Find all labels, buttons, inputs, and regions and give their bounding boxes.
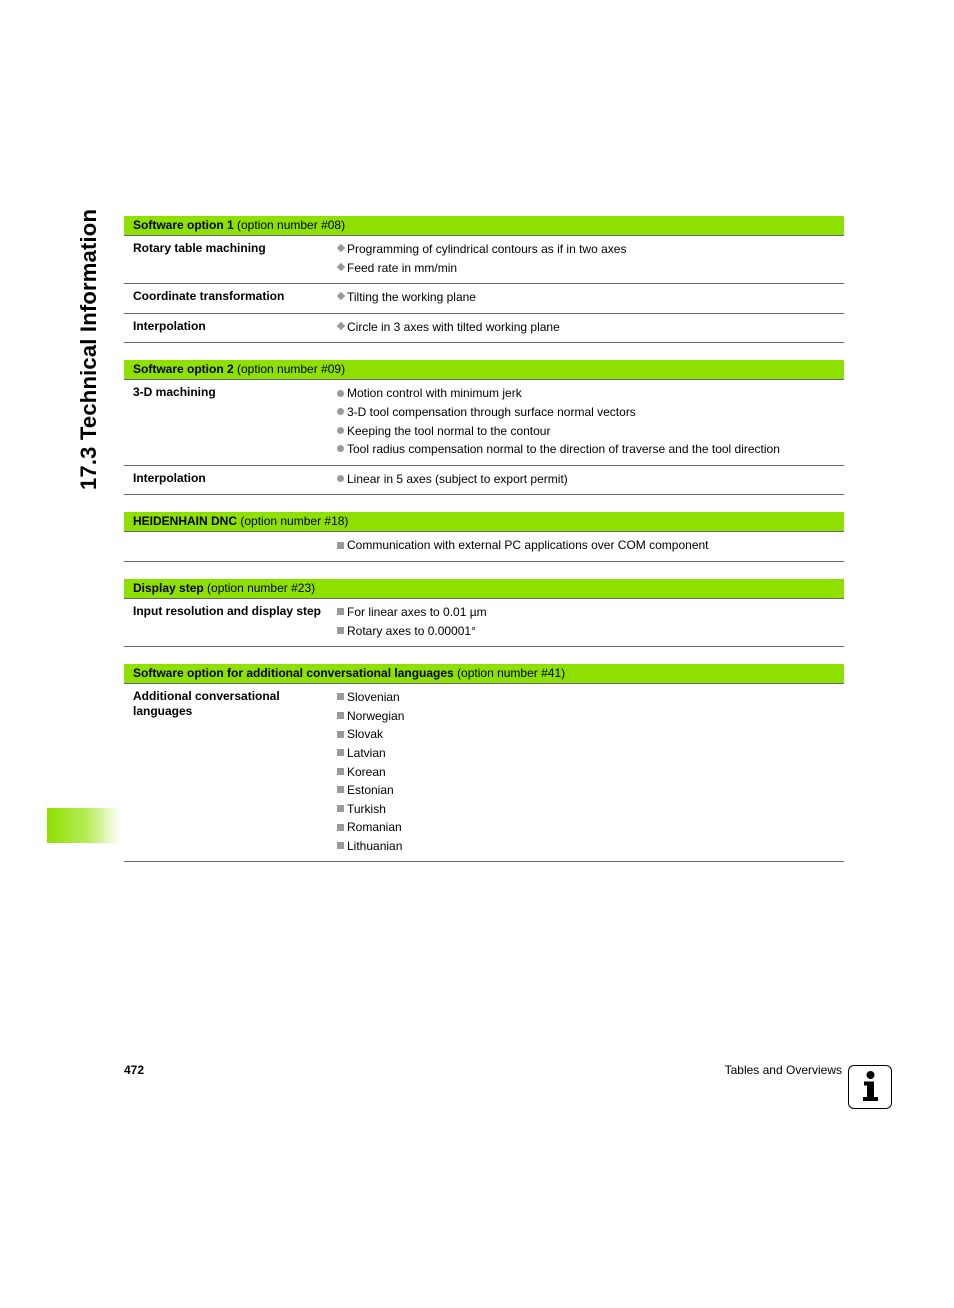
square-bullet-icon bbox=[336, 540, 347, 552]
row-label: Interpolation bbox=[133, 470, 206, 485]
list-item bbox=[336, 837, 844, 856]
list-item-text: 3-D tool compensation through surface normal vectors bbox=[347, 404, 636, 419]
row-label: Additional conversational languages bbox=[133, 689, 280, 719]
section-header bbox=[124, 664, 844, 684]
info-icon bbox=[848, 1065, 892, 1109]
square-bullet-icon bbox=[336, 606, 347, 618]
list-item bbox=[336, 403, 844, 422]
list-item-text: Linear in 5 axes (subject to export permit) bbox=[347, 471, 568, 486]
chapter-footer-title: Tables and Overviews bbox=[724, 1063, 842, 1077]
option-number: (option number #18) bbox=[240, 514, 349, 529]
list-item bbox=[336, 763, 844, 782]
list-item bbox=[336, 622, 844, 641]
square-bullet-icon bbox=[336, 710, 347, 722]
section-header bbox=[124, 360, 844, 380]
circle-bullet-icon bbox=[336, 425, 347, 437]
list-item bbox=[336, 725, 844, 744]
list-item-text: Estonian bbox=[347, 783, 394, 798]
list-item-text: Communication with external PC applications over COM component bbox=[347, 538, 709, 553]
feature-list bbox=[336, 688, 844, 855]
list-item-text: Circle in 3 axes with tilted working plane bbox=[347, 319, 560, 334]
option-section bbox=[124, 512, 844, 562]
row-label: Rotary table machining bbox=[133, 241, 266, 255]
row-label: Input resolution and display step bbox=[133, 603, 322, 618]
feature-list bbox=[336, 470, 844, 489]
list-item-text: Slovenian bbox=[347, 690, 400, 705]
list-item bbox=[336, 422, 844, 441]
list-item bbox=[336, 536, 844, 555]
option-number: (option number #41) bbox=[457, 666, 566, 681]
list-item-text: Romanian bbox=[347, 820, 402, 835]
option-section bbox=[124, 360, 844, 495]
section-title: HEIDENHAIN DNC bbox=[133, 514, 238, 529]
list-item-text: Korean bbox=[347, 764, 386, 779]
list-item bbox=[336, 318, 844, 337]
page-number: 472 bbox=[124, 1063, 145, 1077]
options-table bbox=[124, 216, 844, 879]
diamond-bullet-icon bbox=[336, 321, 347, 333]
option-number: (option number #23) bbox=[207, 580, 316, 595]
list-item-text: Latvian bbox=[347, 745, 386, 760]
table-row bbox=[124, 380, 844, 465]
section-title: Software option 1 bbox=[133, 218, 234, 232]
option-section bbox=[124, 579, 844, 647]
row-label: Coordinate transformation bbox=[133, 289, 285, 304]
list-item bbox=[336, 384, 844, 403]
diamond-bullet-icon bbox=[336, 291, 347, 303]
list-item bbox=[336, 240, 844, 259]
square-bullet-icon bbox=[336, 729, 347, 741]
list-item-text: For linear axes to 0.01 µm bbox=[347, 604, 487, 619]
list-item-text: Lithuanian bbox=[347, 838, 403, 853]
feature-list bbox=[336, 288, 844, 307]
side-chapter-title: 17.3 Technical Information bbox=[76, 208, 101, 490]
list-item bbox=[336, 818, 844, 837]
list-item-text: Tool radius compensation normal to the direction of traverse and the tool direction bbox=[347, 442, 780, 457]
section-title: Software option 2 bbox=[133, 362, 234, 377]
list-item-text: Slovak bbox=[347, 727, 384, 742]
square-bullet-icon bbox=[336, 625, 347, 637]
section-header bbox=[124, 216, 844, 236]
table-row bbox=[124, 236, 844, 284]
feature-list bbox=[336, 536, 844, 555]
table-row bbox=[124, 284, 844, 314]
table-row bbox=[124, 532, 844, 562]
list-item-text: Motion control with minimum jerk bbox=[347, 386, 522, 401]
feature-list bbox=[336, 318, 844, 337]
circle-bullet-icon bbox=[336, 406, 347, 418]
list-item bbox=[336, 800, 844, 819]
section-header bbox=[124, 579, 844, 599]
list-item-text: Keeping the tool normal to the contour bbox=[347, 423, 551, 438]
square-bullet-icon bbox=[336, 691, 347, 703]
option-section bbox=[124, 216, 844, 343]
square-bullet-icon bbox=[336, 747, 347, 759]
square-bullet-icon bbox=[336, 766, 347, 778]
diamond-bullet-icon bbox=[336, 262, 347, 274]
list-item-text: Turkish bbox=[347, 801, 386, 816]
option-section bbox=[124, 664, 844, 862]
square-bullet-icon bbox=[336, 784, 347, 796]
feature-list bbox=[336, 603, 844, 640]
circle-bullet-icon bbox=[336, 443, 347, 455]
list-item-text: Rotary axes to 0.00001° bbox=[347, 623, 476, 638]
list-item bbox=[336, 470, 844, 489]
list-item bbox=[336, 707, 844, 726]
section-title: Software option for additional conversational languages bbox=[133, 666, 454, 681]
list-item-text: Tilting the working plane bbox=[347, 290, 476, 305]
square-bullet-icon bbox=[336, 803, 347, 815]
row-label: 3-D machining bbox=[133, 385, 216, 400]
feature-list bbox=[336, 384, 844, 458]
side-chapter-tab bbox=[47, 808, 121, 843]
list-item bbox=[336, 688, 844, 707]
option-number: (option number #08) bbox=[237, 218, 346, 232]
table-row bbox=[124, 314, 844, 344]
list-item-text: Norwegian bbox=[347, 708, 405, 723]
list-item bbox=[336, 440, 844, 459]
list-item bbox=[336, 781, 844, 800]
list-item bbox=[336, 744, 844, 763]
table-row bbox=[124, 684, 844, 862]
list-item bbox=[336, 288, 844, 307]
row-label bbox=[124, 536, 336, 555]
option-number: (option number #09) bbox=[237, 362, 346, 377]
row-label: Interpolation bbox=[133, 318, 206, 333]
table-row bbox=[124, 599, 844, 647]
diamond-bullet-icon bbox=[336, 243, 347, 255]
section-header bbox=[124, 512, 844, 532]
list-item-text: Programming of cylindrical contours as if in two axes bbox=[347, 242, 627, 256]
square-bullet-icon bbox=[336, 840, 347, 852]
list-item-text: Feed rate in mm/min bbox=[347, 260, 458, 275]
circle-bullet-icon bbox=[336, 388, 347, 400]
list-item bbox=[336, 259, 844, 278]
section-title: Display step bbox=[133, 580, 204, 595]
list-item bbox=[336, 603, 844, 622]
feature-list bbox=[336, 240, 844, 277]
circle-bullet-icon bbox=[336, 473, 347, 485]
table-row bbox=[124, 466, 844, 496]
square-bullet-icon bbox=[336, 822, 347, 834]
